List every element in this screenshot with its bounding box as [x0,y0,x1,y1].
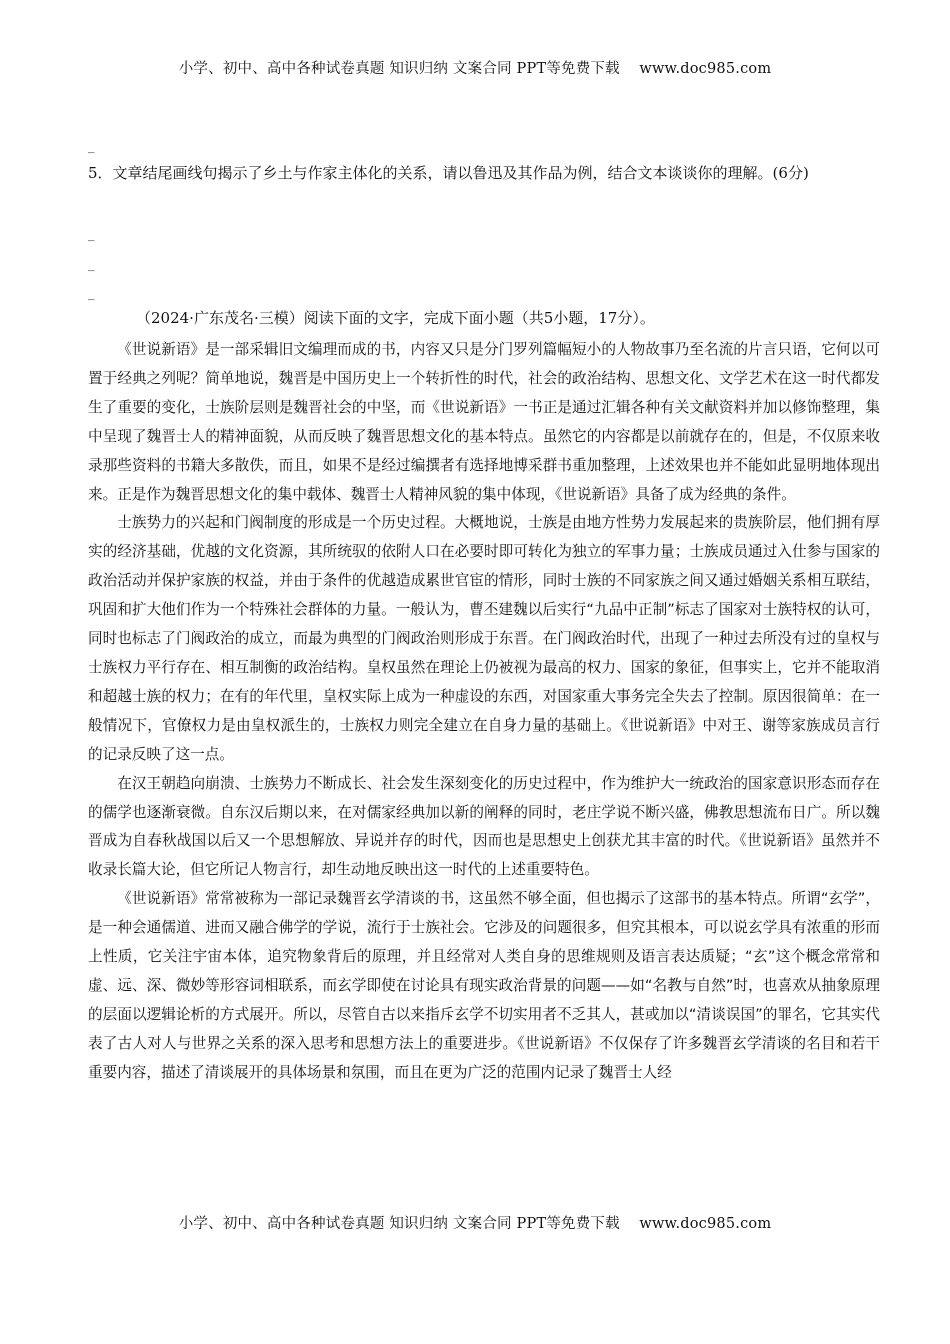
reading-passage [88,336,880,1088]
answer-blank-line-1: _ [88,227,95,242]
page-footer: 小学、初中、高中各种试卷真题 知识归纳 文案合同 PPT等免费下载 www.doc985.com [178,1216,772,1232]
reading-intro: （2024·广东茂名·三模）阅读下面的文字，完成下面小题（共5小题，17分）。 [136,309,655,327]
passage-paragraph-2: 士族势力的兴起和门阀制度的形成是一个历史过程。大概地说，士族是由地方性势力发展起来的贵族阶层，他们拥有厚实的经济基础，优越的文化资源，其所统驭的依附人口在必要时即可转化为独立的军事力量；士族成员通过入仕参与国家的政治活动并保护家族的权益，并由于条件的优越造成累世官宦的情形，同时士族的不同家族之间又通过婚姻关系相互联结，巩固和扩大他们作为一个特殊社会群体的力量。一般认为，曹丕建魏以后实行“九品中正制”标志了国家对士族特权的认可，同时也标志了门阀政治的成立，而最为典型的门阀政治则形成于东晋。在门阀政治时代，出现了一种过去所没有过的皇权与士族权力平行存在、相互制衡的政治结构。皇权虽然在理论上仍被视为最高的权力、国家的象征，但事实上，它并不能取消和超越士族的权力；在有的年代里，皇权实际上成为一种虚设的东西，对国家重大事务完全失去了控制。原因很简单：在一般情况下，官僚权力是由皇权派生的，士族权力则完全建立在自身力量的基础上。《世说新语》中对王、谢等家族成员言行的记录反映了这一点。 [88,514,880,763]
passage-paragraph-4: 《世说新语》常常被称为一部记录魏晋玄学清谈的书，这虽然不够全面，但也揭示了这部书的基本特点。所谓“玄学”，是一种会通儒道、进而又融合佛学的学说，流行于士族社会。它涉及的问题很多，但究其根本，可以说玄学具有浓重的形而上性质，它关注宇宙本体，追究物象背后的原理，并且经常对人类自身的思维规则及语言表达质疑；“玄”这个概念常常和虚、远、深、微妙等形容词相联系，而玄学即使在讨论具有现实政治背景的问题——如“名教与自然”时，也喜欢从抽象原理的层面以逻辑论析的方式展开。所以，尽管自古以来指斥玄学不切实用者不乏其人，甚或加以“清谈误国”的罪名，它其实代表了古人对人与世界之关系的深入思考和思想方法上的重要进步。《世说新语》不仅保存了许多魏晋玄学清谈的名目和若干重要内容，描述了清谈展开的具体场景和氛围，而且在更为广泛的范围内记录了魏晋士人经 [88,890,880,1081]
blank-line-mark: _ [88,139,95,154]
answer-blank-line-3: _ [88,286,95,301]
answer-blank-line-2: _ [88,257,95,272]
page-header: 小学、初中、高中各种试卷真题 知识归纳 文案合同 PPT等免费下载 www.doc985.com [178,61,772,77]
passage-paragraph-1: 《世说新语》是一部采辑旧文编理而成的书，内容又只是分门罗列篇幅短小的人物故事乃至名流的片言只语，它何以可置于经典之列呢？简单地说，魏晋是中国历史上一个转折性的时代，社会的政治结构、思想文化、文学艺术在这一时代都发生了重要的变化，士族阶层则是魏晋社会的中坚，而《世说新语》一书正是通过汇辑各种有关文献资料并加以修饰整理，集中呈现了魏晋士人的精神面貌，从而反映了魏晋思想文化的基本特点。虽然它的内容都是以前就存在的，但是，不仅原来收录那些资料的书籍大多散佚，而且，如果不是经过编撰者有选择地博采群书重加整理，上述效果也并不能如此显明地体现出来。正是作为魏晋思想文化的集中载体、魏晋士人精神风貌的集中体现，《世说新语》具备了成为经典的条件。 [88,341,880,503]
passage-paragraph-3: 在汉王朝趋向崩溃、士族势力不断成长、社会发生深刻变化的历史过程中，作为维护大一统政治的国家意识形态而存在的儒学也逐渐衰微。自东汉后期以来，在对儒家经典加以新的阐释的同时，老庄学说不断兴盛，佛教思想流布日广。所以魏晋成为自春秋战国以后又一个思想解放、异说并存的时代，因而也是思想史上创获尤其丰富的时代。《世说新语》虽然并不收录长篇大论，但它所记人物言行，却生动地反映出这一时代的上述重要特色。 [88,774,880,879]
question-5: 5．文章结尾画线句揭示了乡土与作家主体化的关系，请以鲁迅及其作品为例，结合文本谈谈你的理解。(6分) [88,164,809,182]
